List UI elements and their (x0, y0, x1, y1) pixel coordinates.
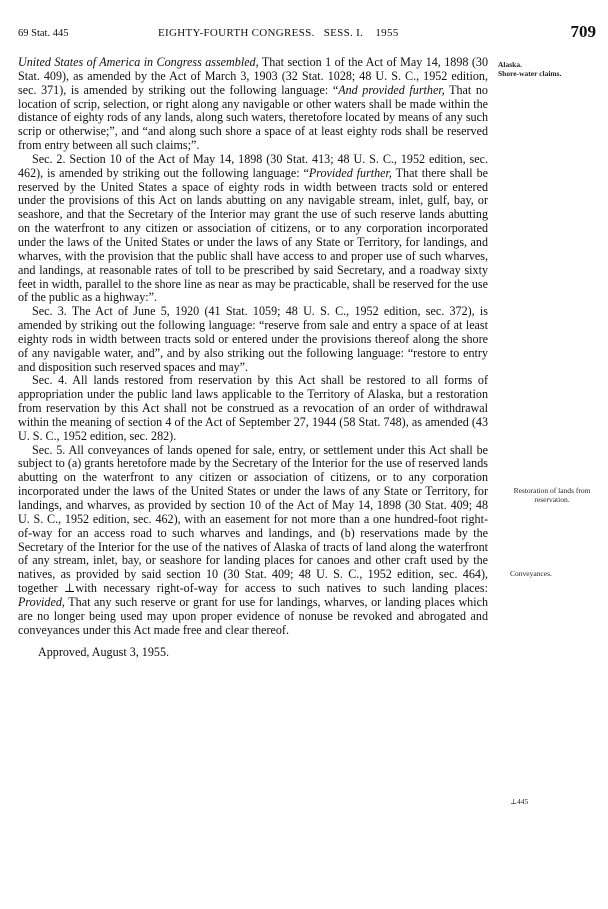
session-label: SESS. I. (323, 27, 364, 39)
statute-body (18, 56, 488, 660)
section-5-proviso: Provided, (18, 594, 65, 609)
section-2-text: Section 10 of the Act of May 14, 1898 (30 Stat. 413; 48 U. S. C., 1952 edition, sec. 462), is amended by striking out the following language: “ (18, 151, 488, 180)
margin-stat-marker: ⊥445 (510, 797, 529, 806)
section-3-label: Sec. 3. (32, 304, 67, 319)
margin-note-alaska (498, 60, 598, 78)
approval-date: Approved, August 3, 1955. (38, 645, 170, 660)
margin-note-title: Alaska. (498, 60, 522, 69)
section-5-text: All conveyances of lands opened for sale, entry, or settlement under this Act shall be subject to (a) grants heretofore made by the Secretary of the Interior for the use of reserved lands abutting on the waterfront to any citizen or association of citizens, or to any corporation incorporated under the laws of the United States or under the laws of any State or Territory, for landings, and wharves, as provided by section 10 of the Act of May 14, 1898 (30 Stat. 409; 48 U. S. C., 1952 edition, sec. 462), with an easement for not more than a one hundred-foot right-of-way for an access road to such wharves and landings, and (b) reservations made by the Secretary of the Interior for the use of the natives of Alaska of tracts of land along the waterfront of any stream, inlet, bay, or seashore for landing places for canoes and other craft used by the natives, as provided by said section 10 (30 Stat. 409; 48 U. S. C., 1952 edition, sec. 464), together ⊥with necessary right-of-way for access to such natives to such landing places: (18, 442, 488, 596)
stat-reference: 69 Stat. 445 (18, 28, 69, 39)
margin-note-subtitle: Shore-water claims. (498, 69, 562, 78)
page-header (18, 22, 596, 42)
congress-name: EIGHTY-FOURTH CONGRESS. (158, 27, 315, 39)
running-title (158, 27, 399, 39)
section-5-text-cont: That any such reserve or grant for use for landings, wharves, or landing places which are no longer being used may upon proper evidence of nonuse be revoked and abrogated and conveyances under this Act made free and clear thereof. (18, 594, 488, 637)
section-2-proviso: Provided further, (308, 165, 392, 180)
section-2-text-cont: That there shall be reserved by the United States a space of eighty rods in width between tracts sold or entered under the provisions of this Act on lands abutting on any navigable stream, inlet, gulf, bay, or seashore, and that the Secretary of the Interior may grant the use of such reserve lands abutting on the waterfront to any citizen or association of citizens, or to any corporation incorporated under the laws of the United States or under the laws of any State or Territory, for landings, and wharves, with the provision that the public shall have access to and proper use of such wharves, and landings, at reasonable rates of toll to be prescribed by said Secretary, and a roadway sixty feet in width, parallel to the shore line as near as may be practicable, shall be reserved for the use of the public as a highway:”. (18, 165, 488, 305)
year-label: 1955 (375, 27, 399, 39)
section-5-label: Sec. 5. (32, 442, 66, 457)
section-1-text: That section 1 of the Act of May 14, 1898 (30 Stat. 409), as amended by the Act of March 3, 1903 (32 Stat. 1028; 48 U. S. C., 1952 edition, sec. 371), is amended by striking out the following language: “ (18, 55, 488, 97)
proviso-italic: And provided further, (338, 82, 445, 97)
section-4 (18, 374, 488, 443)
section-2-label: Sec. 2. (32, 151, 66, 166)
section-5 (18, 444, 488, 638)
margin-note-restoration: Restoration of lands from reservation. (513, 486, 591, 504)
enacting-paragraph (18, 56, 488, 153)
page-number: 709 (570, 22, 596, 41)
section-3-text: The Act of June 5, 1920 (41 Stat. 1059; 48 U. S. C., 1952 edition, sec. 372), is amended by striking out the following language: “reserve from sale and entry a space of at least eighty rods in width between tracts sold or entered under the provisions thereof along the shore of any navigable water, and”, and by also striking out the following language: “restore to entry and disposition such reserved spaces and may”. (18, 304, 488, 374)
section-4-text: All lands restored from reservation by this Act shall be restored to all forms of appropriation under the public land laws applicable to the Territory of Alaska, but a restoration from reservation by this Act shall not be construed as a revocation of an order of withdrawal within the meaning of section 4 of the Act of September 27, 1944 (58 Stat. 748), as amended (43 U. S. C., 1952 edition, sec. 282). (18, 373, 488, 443)
margin-note-conveyances: Conveyances. (510, 569, 552, 578)
section-3 (18, 305, 488, 374)
section-1-text-cont: That no location of scrip, selection, or right along any navigable or other waters shall be made within the distance of eighty rods of any lands, along such waters, theretofore located by means of any such scrip or otherwise;”, and “and along such shore a space of at least eighty rods shall be reserved from entry between all such claims;”. (18, 82, 488, 153)
section-4-label: Sec. 4. (32, 373, 68, 388)
section-2 (18, 153, 488, 305)
enacting-clause: United States of America in Congress assembled, (18, 55, 259, 69)
